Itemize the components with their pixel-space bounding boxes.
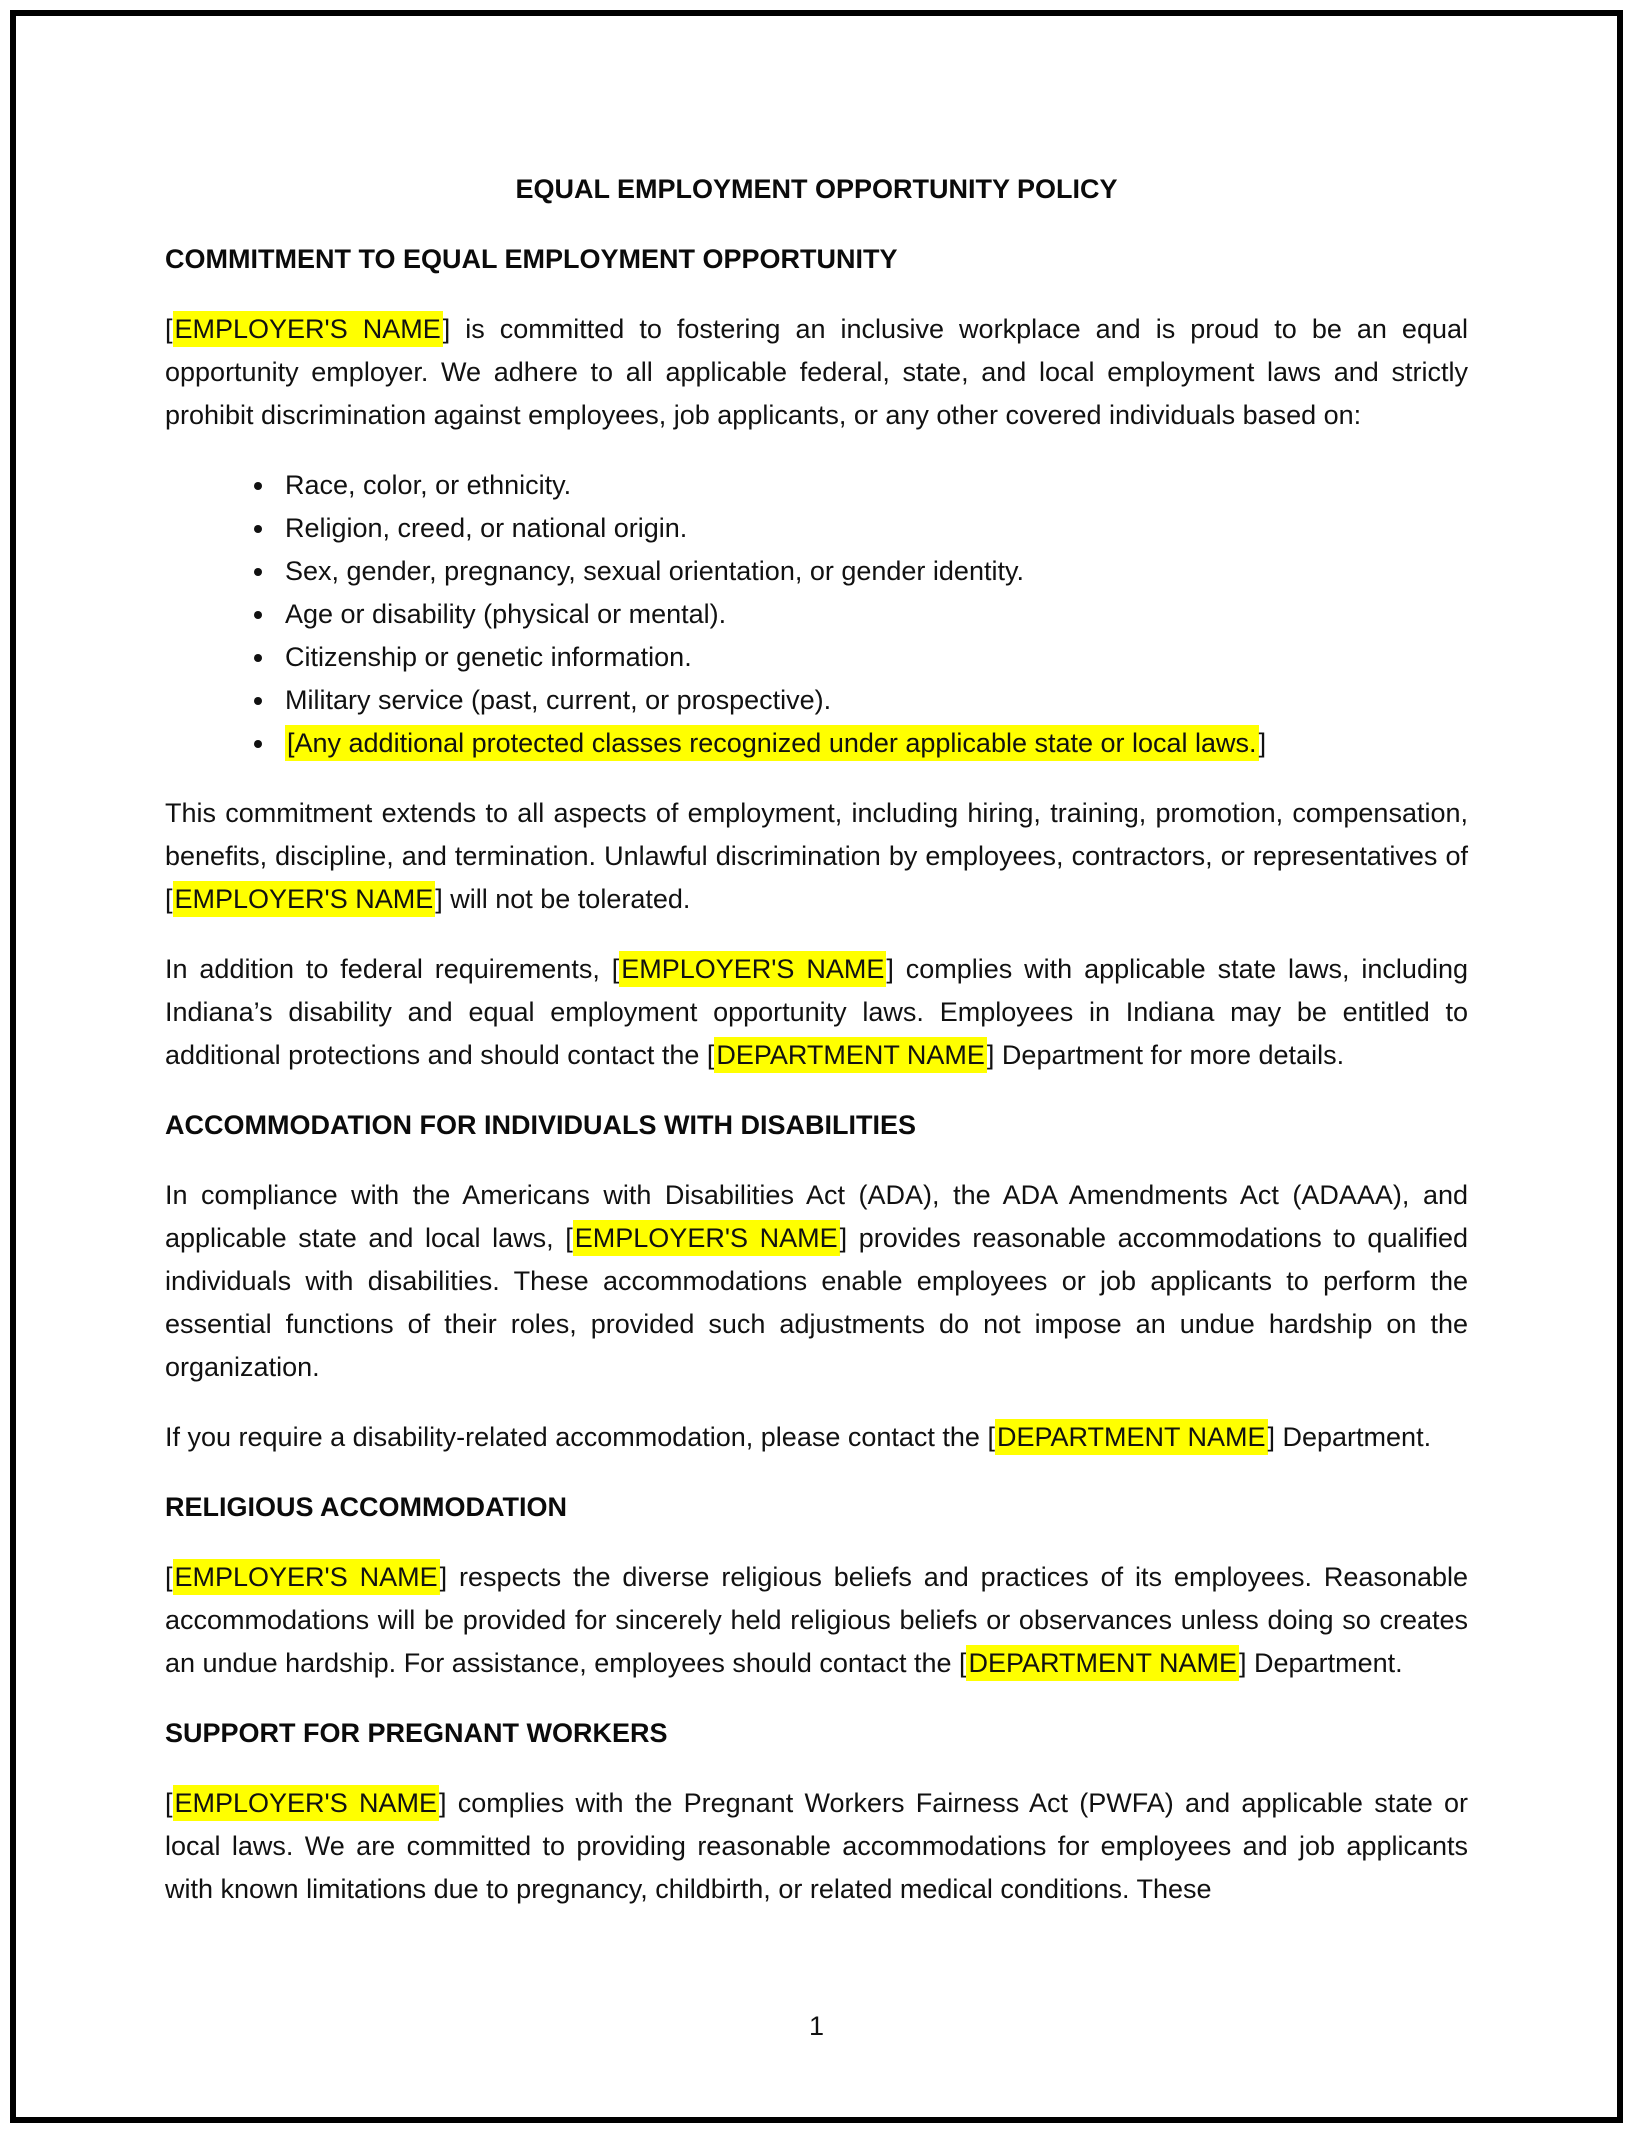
paragraph: [EMPLOYER'S NAME] complies with the Pregnant Workers Fairness Act (PWFA) and applicable state or local laws. We are committed to providing reasonable accommodations for employees and job applicants with known limitations due to pregnancy, childbirth, or related medical conditions. These xyxy=(165,1782,1468,1911)
placeholder-highlight: [Any additional protected classes recognized under applicable state or local laws. xyxy=(285,725,1259,761)
paragraph: [EMPLOYER'S NAME] respects the diverse religious beliefs and practices of its employees. Reasonable accommodations will be provided for sincerely held religious beliefs or observances unless doing so creates an undue hardship. For assistance, employees should contact the [DEPARTMENT NAME] Department. xyxy=(165,1556,1468,1685)
bullet-item: • Age or disability (physical or mental). xyxy=(277,593,1468,636)
bullet-list xyxy=(165,464,1468,765)
paragraph: If you require a disability-related accommodation, please contact the [DEPARTMENT NAME] Department. xyxy=(165,1416,1468,1459)
bullet-item: • Race, color, or ethnicity. xyxy=(277,464,1468,507)
placeholder-highlight: EMPLOYER'S NAME xyxy=(573,1220,840,1256)
document-sections xyxy=(165,238,1468,1911)
placeholder-highlight: DEPARTMENT NAME xyxy=(995,1419,1268,1455)
bullet-item: • Religion, creed, or national origin. xyxy=(277,507,1468,550)
paragraph: In addition to federal requirements, [EMPLOYER'S NAME] complies with applicable state laws, including Indiana’s disability and equal employment opportunity laws. Employees in Indiana may be entitled to additional protections and should contact the [DEPARTMENT NAME] Department for more details. xyxy=(165,948,1468,1077)
paragraph: In compliance with the Americans with Disabilities Act (ADA), the ADA Amendments Act (ADAAA), and applicable state and local laws, [EMPLOYER'S NAME] provides reasonable accommodations to qualified individuals with disabilities. These accommodations enable employees or job applicants to perform the essential functions of their roles, provided such adjustments do not impose an undue hardship on the organization. xyxy=(165,1180,1469,1382)
bullet-item: • Citizenship or genetic information. xyxy=(277,636,1468,679)
placeholder-highlight: EMPLOYER'S NAME xyxy=(619,951,886,987)
placeholder-highlight: EMPLOYER'S NAME xyxy=(173,311,443,347)
section-heading: SUPPORT FOR PREGNANT WORKERS xyxy=(165,1718,668,1748)
section-heading: COMMITMENT TO EQUAL EMPLOYMENT OPPORTUNITY xyxy=(165,244,898,274)
placeholder-highlight: DEPARTMENT NAME xyxy=(966,1645,1239,1681)
document-content xyxy=(165,168,1468,1938)
placeholder-highlight: EMPLOYER'S NAME xyxy=(173,881,436,917)
document-title: EQUAL EMPLOYMENT OPPORTUNITY POLICY xyxy=(515,174,1118,204)
placeholder-highlight: EMPLOYER'S NAME xyxy=(173,1785,439,1821)
section-heading: ACCOMMODATION FOR INDIVIDUALS WITH DISABILITIES xyxy=(165,1110,916,1140)
placeholder-highlight: DEPARTMENT NAME xyxy=(714,1037,987,1073)
page-number: 1 xyxy=(808,2011,825,2041)
paragraph: [EMPLOYER'S NAME] is committed to fostering an inclusive workplace and is proud to be an equal opportunity employer. We adhere to all applicable federal, state, and local employment laws and strictly prohibit discrimination against employees, job applicants, or any other covered individuals based on: xyxy=(165,308,1468,437)
paragraph: This commitment extends to all aspects of employment, including hiring, training, promotion, compensation, benefits, discipline, and termination. Unlawful discrimination by employees, contractors, or representatives of [EMPLOYER'S NAME] will not be tolerated. xyxy=(165,792,1468,921)
bullet-item: • Military service (past, current, or prospective). xyxy=(277,679,1468,722)
section-heading: RELIGIOUS ACCOMMODATION xyxy=(165,1492,567,1522)
placeholder-highlight: EMPLOYER'S NAME xyxy=(173,1559,440,1595)
bullet-item: • Sex, gender, pregnancy, sexual orientation, or gender identity. xyxy=(277,550,1468,593)
bullet-item: • [Any additional protected classes recognized under applicable state or local laws.] xyxy=(277,722,1468,765)
